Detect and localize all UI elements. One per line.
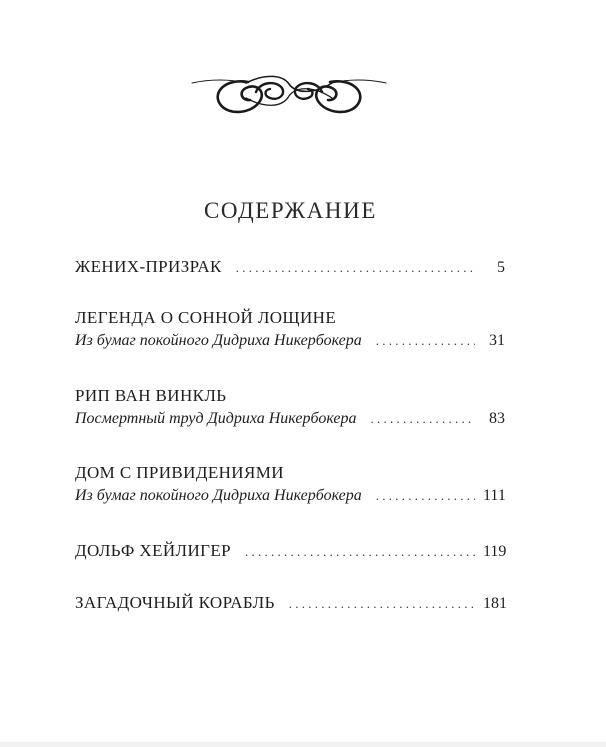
toc-entry-page: 119 <box>483 543 507 560</box>
toc-entry[interactable] <box>75 593 505 613</box>
dot-leader <box>236 260 475 276</box>
toc-entry-page: 111 <box>483 487 506 504</box>
dot-leader <box>245 544 475 560</box>
toc-entry[interactable] <box>75 541 505 561</box>
toc-entry-line <box>75 332 505 350</box>
dot-leader <box>376 488 475 504</box>
toc-entry-line <box>75 410 505 428</box>
page-title: СОДЕРЖАНИЕ <box>203 198 377 223</box>
toc-entry[interactable] <box>75 386 505 428</box>
toc-entry-title: ЛЕГЕНДА О СОННОЙ ЛОЩИНЕ <box>75 308 337 327</box>
toc-entry-page: 83 <box>489 410 505 427</box>
toc-entry[interactable] <box>75 308 505 350</box>
toc-entry-page: 5 <box>497 259 505 276</box>
toc-entry-subtitle: Из бумаг покойного Дидриха Никербокера <box>75 332 362 349</box>
toc-entry-line <box>75 257 505 277</box>
toc-entry-page: 31 <box>489 332 505 349</box>
dot-leader <box>371 411 475 427</box>
toc-entry-page: 181 <box>483 595 507 612</box>
dot-leader <box>289 596 475 612</box>
toc-entry-title: ЗАГАДОЧНЫЙ КОРАБЛЬ <box>75 593 275 612</box>
toc-entry-title: ДОМ С ПРИВИДЕНИЯМИ <box>75 463 284 482</box>
flourish-ornament-icon <box>190 68 388 120</box>
toc-entry[interactable] <box>75 463 505 505</box>
toc-entry[interactable] <box>75 257 505 277</box>
toc-entry-title: ЖЕНИХ-ПРИЗРАК <box>75 257 222 276</box>
page-bottom-edge <box>0 742 606 747</box>
toc-entry-title: РИП ВАН ВИНКЛЬ <box>75 386 227 405</box>
toc-entry-line <box>75 541 505 561</box>
dot-leader <box>376 333 475 349</box>
toc-entry-subtitle: Из бумаг покойного Дидриха Никербокера <box>75 487 362 504</box>
toc-entry-subtitle: Посмертный труд Дидриха Никербокера <box>75 410 357 427</box>
toc-entry-line <box>75 593 505 613</box>
toc-entry-line <box>75 487 505 505</box>
toc-entry-title: ДОЛЬФ ХЕЙЛИГЕР <box>75 541 232 560</box>
